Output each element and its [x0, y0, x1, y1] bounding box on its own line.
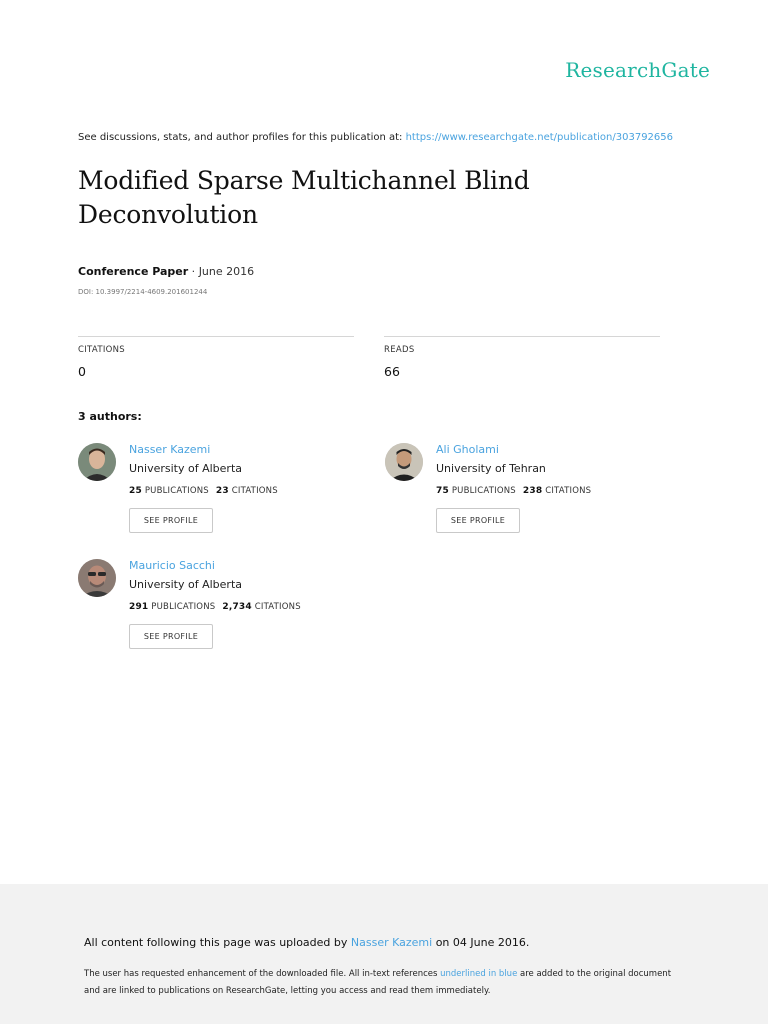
- upload-prefix: All content following this page was uploaded by: [84, 936, 348, 949]
- author-name[interactable]: Ali Gholami: [436, 443, 499, 456]
- footer: [0, 884, 768, 1024]
- uploader-link[interactable]: Nasser Kazemi: [350, 936, 433, 949]
- author-citations-count: 23: [215, 486, 229, 496]
- title-line-1: Modified Sparse Multichannel Blind: [78, 166, 530, 195]
- author-publications-label: PUBLICATIONS: [151, 602, 216, 612]
- author-institution: University of Alberta: [129, 578, 242, 591]
- see-profile-button[interactable]: SEE PROFILE: [129, 624, 213, 649]
- author-avatar[interactable]: [78, 559, 116, 597]
- enhancement-note: [84, 966, 694, 1000]
- author-institution: University of Tehran: [436, 462, 546, 475]
- author-publications-label: PUBLICATIONS: [451, 486, 516, 496]
- author-name[interactable]: Nasser Kazemi: [129, 443, 211, 456]
- see-profile-button[interactable]: SEE PROFILE: [129, 508, 213, 533]
- author-publications-label: PUBLICATIONS: [144, 486, 209, 496]
- see-profile-button[interactable]: SEE PROFILE: [436, 508, 520, 533]
- author-citations-count: 2,734: [222, 602, 252, 612]
- author-citations-count: 238: [522, 486, 543, 496]
- publication-doi: DOI: 10.3997/2214-4609.201601244: [78, 288, 208, 296]
- reads-stat: [384, 336, 660, 379]
- citations-value: 0: [78, 364, 86, 379]
- discussion-text: See discussions, stats, and author profiles for this publication at:: [78, 132, 403, 143]
- author-citations-label: CITATIONS: [231, 486, 278, 496]
- underlined-blue-link[interactable]: underlined in blue: [440, 969, 518, 979]
- author-card: [385, 443, 685, 553]
- authors-heading: 3 authors:: [78, 410, 142, 423]
- researchgate-logo[interactable]: ResearchGate: [565, 58, 710, 82]
- author-institution: University of Alberta: [129, 462, 242, 475]
- reads-value: 66: [384, 364, 400, 379]
- author-avatar[interactable]: [385, 443, 423, 481]
- author-stats: [436, 486, 591, 496]
- author-card: [78, 559, 378, 669]
- author-stats: [129, 602, 301, 612]
- publication-type: Conference Paper: [78, 265, 189, 278]
- meta-separator: ·: [188, 265, 199, 278]
- citations-label: CITATIONS: [78, 345, 125, 355]
- publication-title: [78, 164, 638, 232]
- author-publications-count: 75: [436, 486, 449, 496]
- author-publications-count: 25: [129, 486, 142, 496]
- publication-link[interactable]: https://www.researchgate.net/publication/303792656: [405, 132, 674, 143]
- note-suffix: are added to the original document: [520, 969, 672, 979]
- author-citations-label: CITATIONS: [254, 602, 301, 612]
- title-line-2: Deconvolution: [78, 200, 258, 229]
- author-stats: [129, 486, 278, 496]
- upload-suffix: on 04 June 2016.: [435, 936, 530, 949]
- reads-label: READS: [384, 345, 415, 355]
- author-citations-label: CITATIONS: [545, 486, 592, 496]
- publication-date: June 2016: [198, 265, 255, 278]
- publication-meta: [78, 265, 254, 278]
- author-publications-count: 291: [129, 602, 149, 612]
- upload-notice: [84, 936, 529, 949]
- author-card: [78, 443, 378, 553]
- note-prefix: The user has requested enhancement of the downloaded file. All in-text references: [84, 969, 438, 979]
- author-avatar[interactable]: [78, 443, 116, 481]
- discussion-line: [78, 132, 673, 143]
- citations-stat: [78, 336, 354, 379]
- note-line-2: and are linked to publications on ResearchGate, letting you access and read them immediately.: [84, 986, 491, 996]
- author-name[interactable]: Mauricio Sacchi: [129, 559, 215, 572]
